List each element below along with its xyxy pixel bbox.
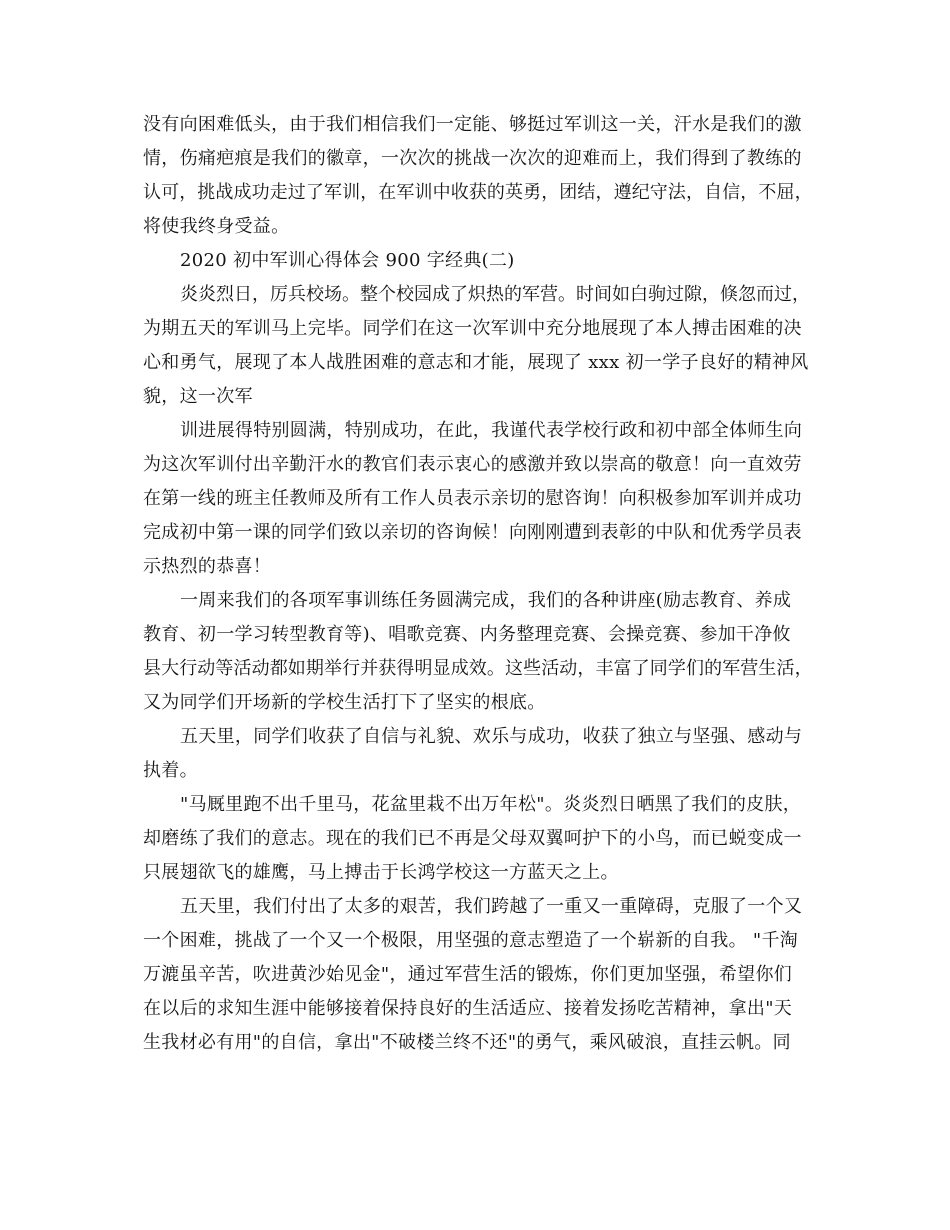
text-line: 2020 初中军训心得体会 900 字经典(二) [180, 250, 515, 271]
text-line: 心和勇气，展现了本人战胜困难的意志和才能，展现了 xxx 初一学子良好的精神风 [143, 352, 809, 373]
text-line: 示热烈的恭喜！ [143, 556, 272, 577]
text-line: 貌，这一次军 [143, 386, 253, 407]
text-line: 没有向困难低头，由于我们相信我们一定能、够挺过军训这一关，汗水是我们的激 [143, 114, 802, 135]
text-line: 认可，挑战成功走过了军训，在军训中收获的英勇，团结，遵纪守法，自信，不屈， [143, 182, 813, 203]
text-line: 教育、初一学习转型教育等)、唱歌竞赛、内务整理竞赛、会操竞赛、参加干净攸 [143, 624, 791, 645]
text-line: 炎炎烈日，厉兵校场。整个校园成了炽热的军营。时间如白驹过隙，倏忽而过， [180, 284, 810, 305]
text-line: 在以后的求知生涯中能够接着保持良好的生活适应、接着发扬吃苦精神，拿出"天 [143, 998, 793, 1019]
text-line: 完成初中第一课的同学们致以亲切的咨询候！向刚刚遭到表彰的中队和优秀学员表 [143, 522, 802, 543]
text-line: 县大行动等活动都如期举行并获得明显成效。这些活动，丰富了同学们的军营生活， [143, 658, 813, 679]
text-line: 为期五天的军训马上完毕。同学们在这一次军训中充分地展现了本人搏击困难的决 [143, 318, 802, 339]
text-line: 五天里，同学们收获了自信与礼貌、欢乐与成功，收获了独立与坚强、感动与 [180, 726, 803, 747]
text-line: 又为同学们开场新的学校生活打下了坚实的根底。 [143, 692, 546, 713]
text-line: 训进展得特别圆满，特别成功，在此，我谨代表学校行政和初中部全体师生向 [180, 420, 803, 441]
text-line: "马厩里跑不出千里马，花盆里栽不出万年松"。炎炎烈日晒黑了我们的皮肤， [180, 794, 802, 815]
text-line: 执着。 [143, 760, 198, 781]
text-line: 却磨练了我们的意志。现在的我们已不再是父母双翼呵护下的小鸟，而已蜕变成一 [143, 828, 802, 849]
text-line: 一周来我们的各项军事训练任务圆满完成，我们的各种讲座(励志教育、养成 [180, 590, 792, 611]
text-line: 万漉虽辛苦，吹进黄沙始见金"，通过军营生活的锻炼，你们更加坚强，希望你们 [143, 964, 793, 985]
document-body [143, 108, 813, 1060]
text-line: 情，伤痛疤痕是我们的徽章，一次次的挑战一次次的迎难而上，我们得到了教练的 [143, 148, 802, 169]
text-line: 一个困难，挑战了一个又一个极限，用坚强的意志塑造了一个崭新的自我。 "千淘 [143, 930, 799, 951]
text-line: 在第一线的班主任教师及所有工作人员表示亲切的慰咨询！向积极参加军训并成功 [143, 488, 802, 509]
text-line: 五天里，我们付出了太多的艰苦，我们跨越了一重又一重障碍，克服了一个又 [180, 896, 803, 917]
text-line: 生我材必有用"的自信，拿出"不破楼兰终不还"的勇气，乘风破浪，直挂云帆。同 [143, 1032, 791, 1053]
text-line: 为这次军训付出辛勤汗水的教官们表示衷心的感激并致以崇高的敬意！向一直效劳 [143, 454, 802, 475]
text-line: 只展翅欲飞的雄鹰，马上搏击于长鸿学校这一方蓝天之上。 [143, 862, 619, 883]
text-line: 将使我终身受益。 [143, 216, 290, 237]
